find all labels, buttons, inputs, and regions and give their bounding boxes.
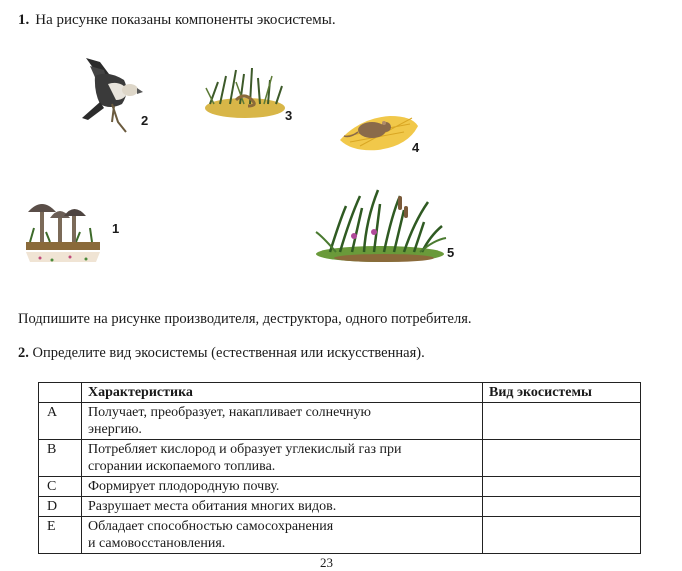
ecosystem-table xyxy=(38,382,641,554)
table-row xyxy=(39,440,641,477)
header-characteristic: Характеристика xyxy=(82,383,483,403)
answer-cell[interactable] xyxy=(483,403,641,440)
answer-cell[interactable] xyxy=(483,497,641,517)
answer-cell[interactable] xyxy=(483,517,641,554)
table-row xyxy=(39,477,641,497)
row-letter: С xyxy=(39,477,82,497)
grass-nest-image xyxy=(205,68,285,118)
row-characteristic: Формирует плодородную почву. xyxy=(82,477,483,497)
row-characteristic: Получает, преобразует, накапливает солнечную энергию. xyxy=(82,403,483,440)
plant-image xyxy=(316,190,446,262)
mushrooms-image xyxy=(26,204,100,262)
task2-title: Определите вид экосистемы (естественная или искусственная). xyxy=(32,345,425,361)
row-letter: А xyxy=(39,403,82,440)
header-ecosystem-type: Вид экосистемы xyxy=(483,383,641,403)
row-characteristic: Разрушает места обитания многих видов. xyxy=(82,497,483,517)
row-characteristic: Потребляет кислород и образует углекислый газ при сгорании ископаемого топлива. xyxy=(82,440,483,477)
label-3: 3 xyxy=(285,108,293,123)
page-number: 23 xyxy=(320,555,333,570)
task1-instruction: Подпишите на рисунке производителя, деструктора, одного потребителя. xyxy=(18,311,472,327)
table-row xyxy=(39,497,641,517)
answer-cell[interactable] xyxy=(483,477,641,497)
label-4: 4 xyxy=(412,140,420,155)
row-characteristic: Обладает способностью самосохранения и самовосстановления. xyxy=(82,517,483,554)
bird-image xyxy=(82,58,143,132)
table-row xyxy=(39,403,641,440)
answer-cell[interactable] xyxy=(483,440,641,477)
task1-title: На рисунке показаны компоненты экосистемы. xyxy=(35,12,336,28)
table-header-row xyxy=(39,383,641,403)
task2-heading xyxy=(18,345,425,362)
task2-number: 2. xyxy=(18,345,29,361)
header-letter xyxy=(39,383,82,403)
label-5: 5 xyxy=(447,245,455,260)
label-2: 2 xyxy=(141,113,149,128)
label-1: 1 xyxy=(112,221,120,236)
task1-number: 1. xyxy=(18,12,30,28)
row-letter: D xyxy=(39,497,82,517)
table-row xyxy=(39,517,641,554)
row-letter: В xyxy=(39,440,82,477)
mouse-image xyxy=(340,116,418,150)
row-letter: Е xyxy=(39,517,82,554)
